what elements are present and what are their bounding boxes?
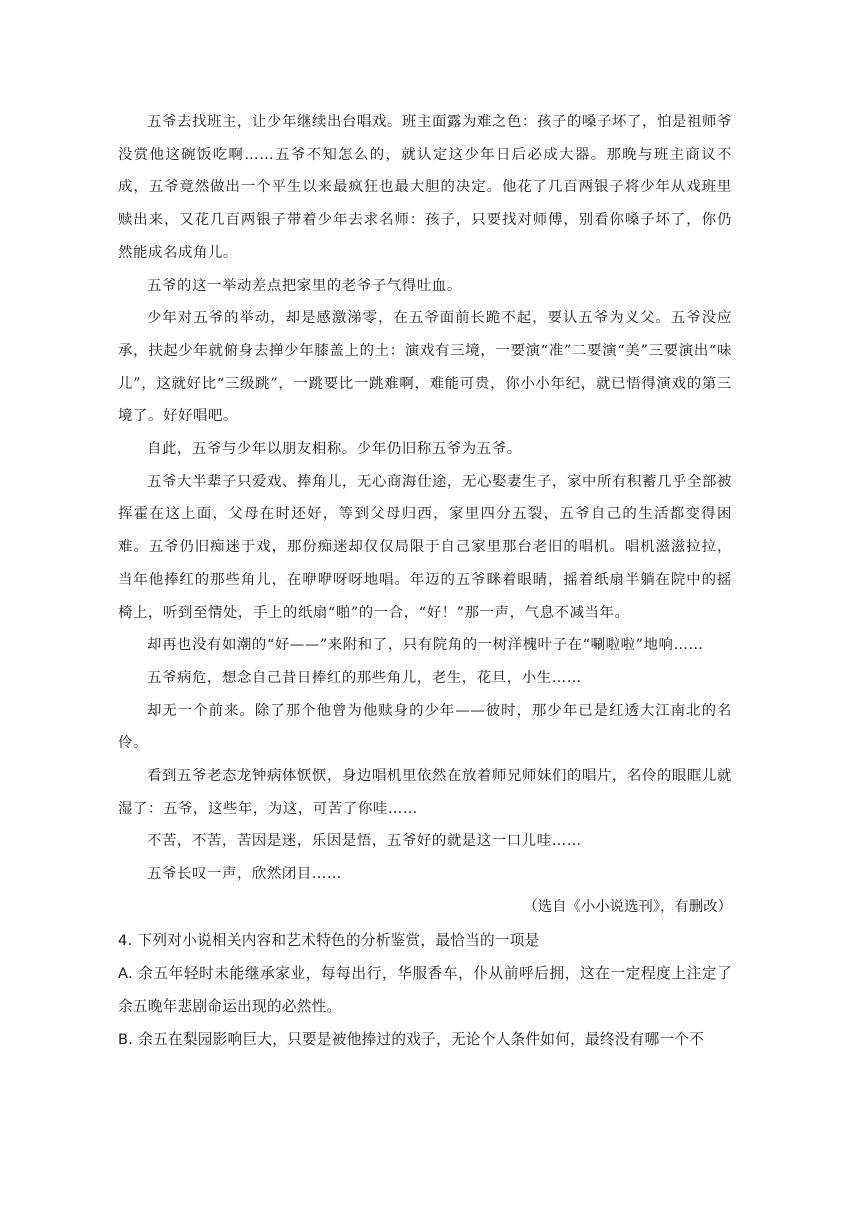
story-paragraph: 五爷的这一举动差点把家里的老爷子气得吐血。: [147, 277, 462, 294]
story-paragraph: 五爷去找班主，让少年继续出台唱戏。班主面露为难之色：孩子的嗓子坏了，怕是祖师爷没赏他这碗饭吃啊……五爷不知怎么的，就认定这少年日后必成大器。那晚与班主商议不成，五爷竟然做出一个平生以来最疯狂也最大胆的决定。他花了几百两银子将少年从戏班里赎出来，又花几百两银子带着少年去求名师：孩子，只要找对师傅，别看你嗓子坏了，你仍然能成名成角儿。: [118, 114, 732, 261]
story-paragraph: 五爷大半辈子只爱戏、捧角儿，无心商海仕途，无心娶妻生子，家中所有积蓄几乎全部被挥霍在这上面，父母在时还好，等到父母归西，家里四分五裂，五爷自己的生活都变得困难。五爷仍旧痴迷于戏，那份痴迷却仅仅局限于自己家里那台老旧的唱机。唱机滋滋拉拉，当年他捧红的那些角儿，在咿咿呀呀地唱。年迈的五爷眯着眼睛，摇着纸扇半躺在院中的摇椅上，听到至情处，手上的纸扇“啪”的一合，“好！”那一声，气息不减当年。: [118, 473, 732, 621]
source-citation: （选自《小小说选刊》，有删改）: [523, 898, 732, 915]
story-paragraph: 却无一个前来。除了那个他曾为他赎身的少年——彼时，那少年已是红透大江南北的名伶。: [118, 702, 732, 752]
story-paragraph: 五爷长叹一声，欣然闭目……: [147, 866, 342, 883]
story-excerpt: [118, 106, 732, 891]
option-a: A. 余五年轻时未能继承家业，每每出行，华服香车，仆从前呼后拥，这在一定程度上注定了余五晚年悲剧命运出现的必然性。: [118, 964, 732, 1015]
document-page: [118, 106, 732, 1056]
option-b: B. 余五在梨园影响巨大，只要是被他捧过的戏子，无论个人条件如何，最终没有哪一个不: [118, 1030, 705, 1048]
question-block: [118, 924, 732, 1056]
story-paragraph: 却再也没有如潮的“好——”来附和了，只有院角的一树洋槐叶子在“唰啦啦”地响……: [147, 637, 704, 654]
question-stem: 4. 下列对小说相关内容和艺术特色的分析鉴赏，最恰当的一项是: [118, 931, 540, 949]
story-paragraph: 少年对五爷的举动，却是感激涕零，在五爷面前长跪不起，要认五爷为义父。五爷没应承，扶起少年就俯身去掸少年膝盖上的土：演戏有三境，一要演“准”二要演“美”三要演出“味儿”，这就好比“三级跳”，一跳要比一跳难啊，难能可贵，你小小年纪，就已悟得演戏的第三境了。好好唱吧。: [118, 310, 732, 425]
story-paragraph: 五爷病危，想念自己昔日捧红的那些角儿，老生，花旦，小生……: [147, 669, 582, 686]
story-paragraph: 看到五爷老态龙钟病体恹恹，身边唱机里依然在放着师兄师妹们的唱片，名伶的眼眶儿就湿了：五爷，这些年，为这，可苦了你哇……: [118, 768, 732, 817]
story-paragraph: 不苦，不苦，苦因是迷，乐因是悟，五爷好的就是这一口儿哇……: [147, 833, 582, 850]
story-paragraph: 自此，五爷与少年以朋友相称。少年仍旧称五爷为五爷。: [147, 441, 522, 458]
